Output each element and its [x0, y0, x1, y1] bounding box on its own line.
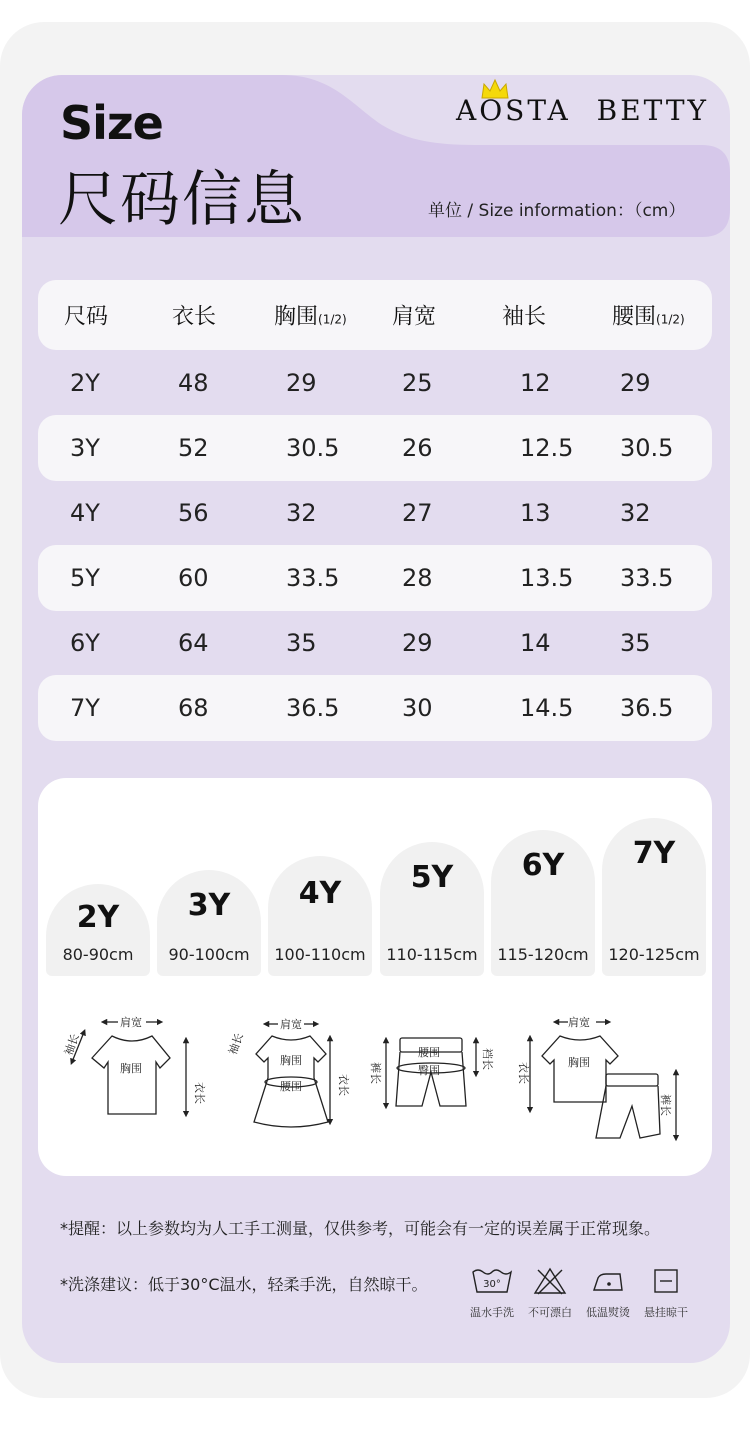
hand-wash-30-icon [470, 1266, 514, 1296]
cell-shoulder: 29 [402, 629, 433, 657]
cell-waist: 29 [620, 369, 651, 397]
cell-sleeve: 12 [520, 369, 551, 397]
height-card-5y [380, 842, 484, 976]
diagram-label-chest: 胸围 [568, 1056, 590, 1069]
care-item-no-bleach [520, 1266, 580, 1320]
care-label: 温水手洗 [470, 1306, 514, 1319]
diagram-label-crotch: 裆长 [481, 1048, 494, 1070]
cell-sleeve: 14.5 [520, 694, 574, 722]
diagram-label-shoulder: 肩宽 [120, 1016, 142, 1029]
no-bleach-icon [532, 1266, 568, 1296]
set-diagram [530, 1022, 676, 1138]
cell-size: 3Y [70, 434, 100, 462]
cell-chest: 36.5 [286, 694, 340, 722]
cell-length: 60 [178, 564, 209, 592]
cell-size: 5Y [70, 564, 100, 592]
table-row [38, 480, 712, 546]
height-age: 2Y [76, 900, 120, 935]
cell-waist: 30.5 [620, 434, 674, 462]
height-card-6y [491, 830, 595, 976]
height-range: 110-115cm [386, 945, 478, 964]
height-range: 115-120cm [497, 945, 589, 964]
reminder-note: *提醒：以上参数均为人工手工测量，仅供参考，可能会有一定的误差属于正常现象。 [60, 1219, 661, 1238]
cell-length: 68 [178, 694, 209, 722]
col-header-length: 衣长 [172, 304, 217, 330]
unit-label: 单位 / Size information：（cm） [428, 201, 686, 221]
diagram-label-chest: 胸围 [120, 1062, 142, 1075]
title-en: Size [60, 96, 163, 150]
cell-sleeve: 13.5 [520, 564, 574, 592]
diagram-label-shoulder: 肩宽 [280, 1018, 302, 1031]
cell-shoulder: 28 [402, 564, 433, 592]
cell-shoulder: 25 [402, 369, 433, 397]
cell-size: 2Y [70, 369, 100, 397]
col-header-size: 尺码 [64, 304, 109, 330]
diagram-label-length: 衣长 [193, 1082, 206, 1104]
title-cn: 尺码信息 [58, 165, 306, 235]
hang-dry-icon [651, 1266, 681, 1296]
cell-chest: 33.5 [286, 564, 340, 592]
dress-diagram [254, 1024, 330, 1127]
cell-chest: 32 [286, 499, 317, 527]
cell-length: 48 [178, 369, 209, 397]
height-range: 100-110cm [274, 945, 366, 964]
cell-length: 56 [178, 499, 209, 527]
height-age: 3Y [187, 888, 231, 923]
cell-size: 6Y [70, 629, 100, 657]
diagram-label-waist: 腰围 [418, 1046, 440, 1059]
cell-waist: 32 [620, 499, 651, 527]
col-header-sleeve: 袖长 [502, 304, 547, 330]
diagram-label-shoulder: 肩宽 [568, 1016, 590, 1029]
height-range: 120-125cm [608, 945, 700, 964]
svg-text:30°: 30° [483, 1279, 501, 1290]
cell-sleeve: 13 [520, 499, 551, 527]
table-row [38, 545, 712, 611]
height-card-3y [157, 870, 261, 976]
height-card-4y [268, 856, 372, 976]
cell-shoulder: 26 [402, 434, 433, 462]
table-row [38, 350, 712, 416]
cell-sleeve: 14 [520, 629, 551, 657]
cell-waist: 36.5 [620, 694, 674, 722]
care-item-hang-dry [636, 1266, 696, 1320]
cell-sleeve: 12.5 [520, 434, 574, 462]
diagram-label-length: 衣长 [517, 1062, 530, 1084]
cell-size: 7Y [70, 694, 100, 722]
height-age: 4Y [298, 876, 342, 911]
cell-length: 64 [178, 629, 209, 657]
diagram-label-pants-length: 裤长 [659, 1094, 672, 1116]
height-range: 90-100cm [168, 945, 250, 964]
care-label: 悬挂晾干 [644, 1306, 688, 1319]
table-header [38, 280, 712, 350]
table-row [38, 675, 712, 741]
cell-length: 52 [178, 434, 209, 462]
diagram-label-pants-length: 裤长 [369, 1062, 382, 1084]
cell-chest: 35 [286, 629, 317, 657]
cell-waist: 35 [620, 629, 651, 657]
cell-chest: 29 [286, 369, 317, 397]
cell-shoulder: 30 [402, 694, 433, 722]
cell-shoulder: 27 [402, 499, 433, 527]
care-item-low-iron [578, 1266, 638, 1320]
brand-logo: AOSTA BETTY [456, 94, 709, 127]
care-label: 不可漂白 [528, 1306, 572, 1319]
table-row [38, 610, 712, 676]
height-age: 5Y [410, 860, 454, 895]
washing-note: *洗涤建议：低于30°C温水，轻柔手洗，自然晾干。 [60, 1275, 428, 1294]
diagram-label-length: 衣长 [337, 1074, 350, 1096]
height-card-7y [602, 818, 706, 976]
height-age: 7Y [632, 836, 676, 871]
col-header-chest: 胸围(1/2) [274, 304, 347, 330]
table-row [38, 415, 712, 481]
diagram-label-waist: 腰围 [280, 1080, 302, 1093]
care-item-hand-wash [462, 1266, 522, 1320]
measurement-diagrams [60, 1010, 710, 1150]
low-iron-icon [588, 1266, 628, 1296]
height-range: 80-90cm [62, 945, 134, 964]
cell-waist: 33.5 [620, 564, 674, 592]
col-header-waist: 腰围(1/2) [612, 304, 685, 330]
col-header-shoulder: 肩宽 [392, 304, 437, 330]
cell-chest: 30.5 [286, 434, 340, 462]
diagram-label-hip: 臀围 [418, 1064, 440, 1077]
cell-size: 4Y [70, 499, 100, 527]
care-label: 低温熨烫 [586, 1306, 630, 1319]
diagram-label-sleeve: 袖长 [226, 1031, 246, 1057]
height-age: 6Y [521, 848, 565, 883]
diagram-label-sleeve: 袖长 [62, 1032, 82, 1058]
diagram-label-chest: 胸围 [280, 1054, 302, 1067]
